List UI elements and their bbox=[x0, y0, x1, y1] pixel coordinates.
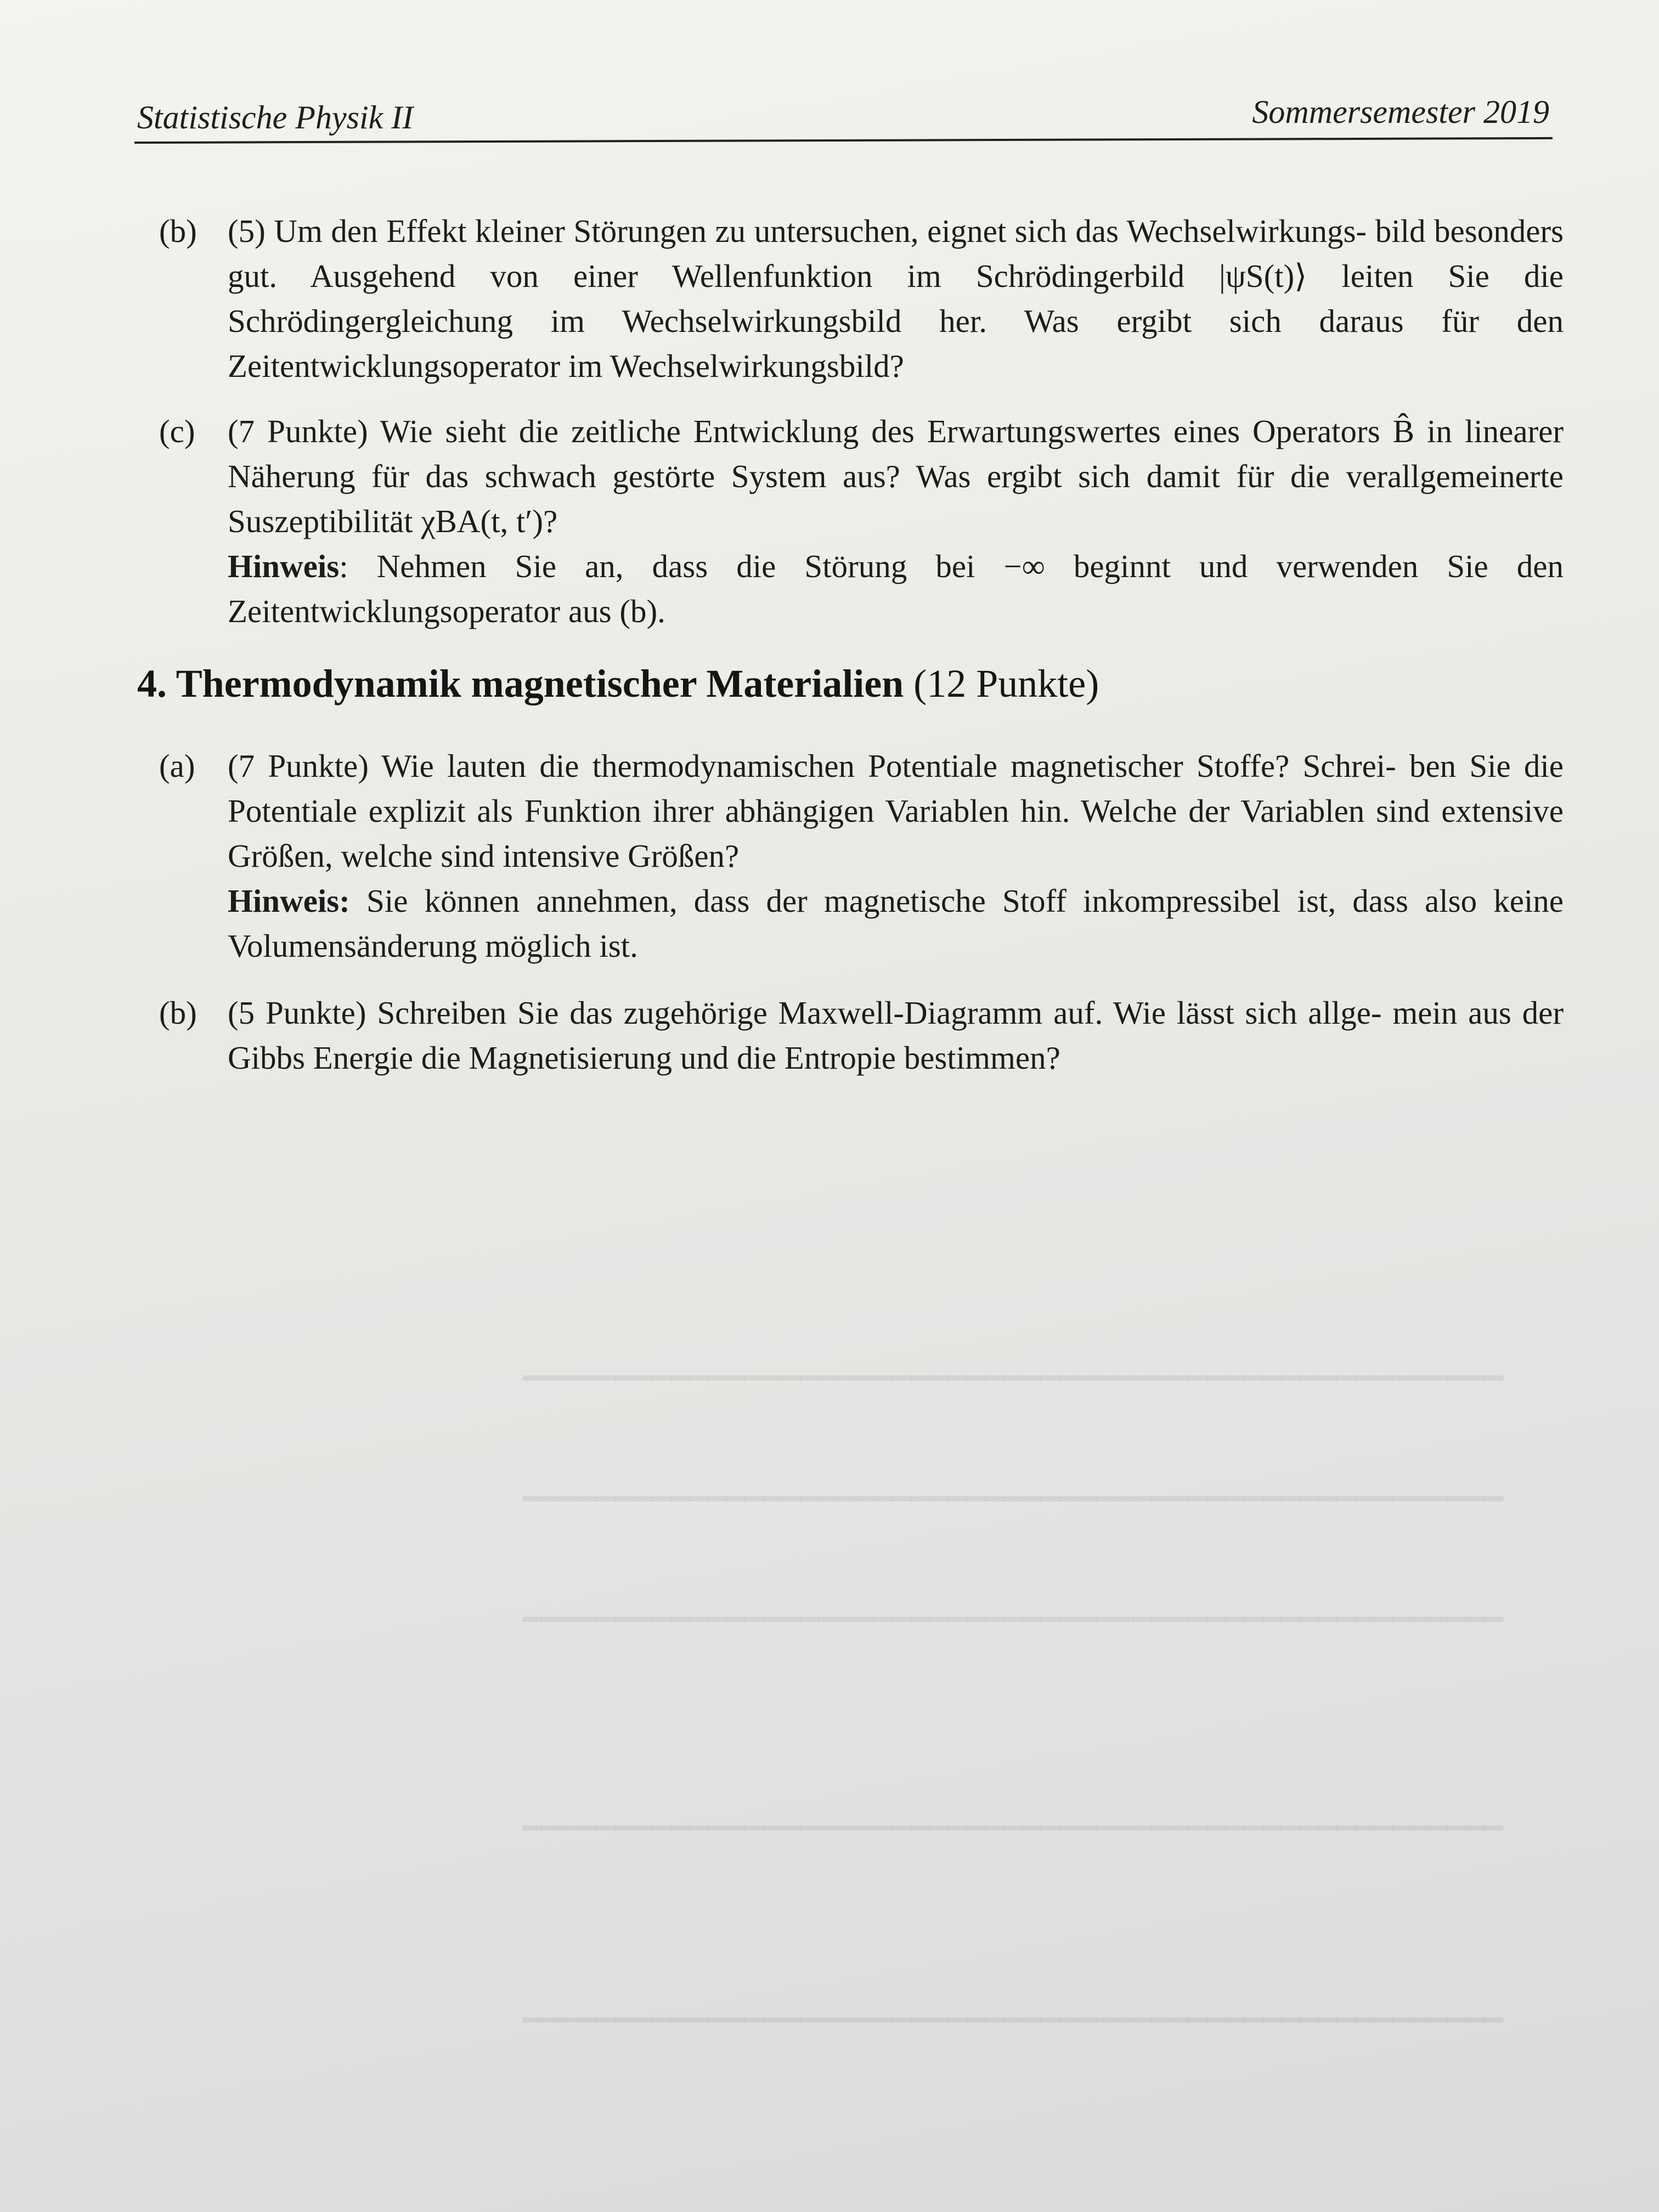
bleed-through-line: ━━━━━━━━━━━━━━━━━━━━━━━━━━━━━━━━━━━━━━━━━━━━━━━━━━━━━ bbox=[523, 1362, 1503, 1396]
task-4a bbox=[159, 743, 1564, 968]
task-text: (5 Punkte) Schreiben Sie das zugehörige Maxwell-Diagramm auf. Wie lässt sich allge- mein aus der Gibbs Energie die Magnetisierung und die Entropie bestimmen? bbox=[228, 995, 1564, 1076]
hint bbox=[228, 544, 1564, 634]
task-4b bbox=[159, 990, 1564, 1080]
task-text: (7 Punkte) Wie lauten die thermodynamischen Potentiale magnetischer Stoffe? Schrei- ben Sie die Potentiale explizit als Funktion ihrer abhängigen Variablen hin. Welche der Variablen sind extensive Größen, welche sind intensive Größen? bbox=[228, 748, 1564, 874]
task-3c bbox=[159, 409, 1564, 634]
task-label: (b) bbox=[159, 995, 197, 1031]
bleed-through-line: ━━━━━━━━━━━━━━━━━━━━━━━━━━━━━━━━━━━━━━━━━━━━━━━━━━━━━ bbox=[523, 1603, 1503, 1637]
semester-label: Sommersemester 2019 bbox=[1252, 94, 1549, 130]
bleed-through-line: ━━━━━━━━━━━━━━━━━━━━━━━━━━━━━━━━━━━━━━━━━━━━━━━━━━━━━ bbox=[523, 1812, 1503, 1846]
hint-text: Sie können annehmen, dass der magnetische Stoff inkompressibel ist, dass also keine Volumensänderung möglich ist. bbox=[228, 883, 1564, 964]
task-text: (7 Punkte) Wie sieht die zeitliche Entwicklung des Erwartungswertes eines Operators B̂ in linearer Näherung für das schwach gestörte System aus? Was ergibt sich damit für die verallgemeinerte Suszeptibilität χBA(t, t′)? bbox=[228, 413, 1564, 539]
hint-label: Hinweis: bbox=[228, 883, 350, 919]
section-heading bbox=[137, 661, 1099, 707]
hint-text: : Nehmen Sie an, dass die Störung bei −∞ beginnt und verwenden Sie den Zeitentwicklungsoperator aus (b). bbox=[228, 548, 1564, 629]
section-title: 4. Thermodynamik magnetischer Materialien bbox=[137, 662, 904, 706]
task-label: (a) bbox=[159, 748, 195, 784]
section-points: (12 Punkte) bbox=[913, 662, 1099, 706]
course-title: Statistische Physik II bbox=[137, 99, 414, 136]
hint-label: Hinweis bbox=[228, 548, 340, 584]
task-label: (c) bbox=[159, 413, 195, 449]
header-rule bbox=[134, 137, 1553, 144]
task-label: (b) bbox=[159, 213, 197, 249]
hint bbox=[228, 878, 1564, 968]
task-3b bbox=[159, 208, 1564, 388]
bleed-through-line: ━━━━━━━━━━━━━━━━━━━━━━━━━━━━━━━━━━━━━━━━━━━━━━━━━━━━━ bbox=[523, 2004, 1503, 2038]
bleed-through-line: ━━━━━━━━━━━━━━━━━━━━━━━━━━━━━━━━━━━━━━━━━━━━━━━━━━━━━ bbox=[523, 1482, 1503, 1516]
task-text: (5) Um den Effekt kleiner Störungen zu untersuchen, eignet sich das Wechselwirkungs- bild besonders gut. Ausgehend von einer Wellenfunktion im Schrödingerbild |ψS(t)⟩ leiten Sie die Schrödingergleichung im Wechselwirkungsbild her. Was ergibt sich daraus für den Zeitentwicklungsoperator im Wechselwirkungsbild? bbox=[228, 213, 1564, 384]
